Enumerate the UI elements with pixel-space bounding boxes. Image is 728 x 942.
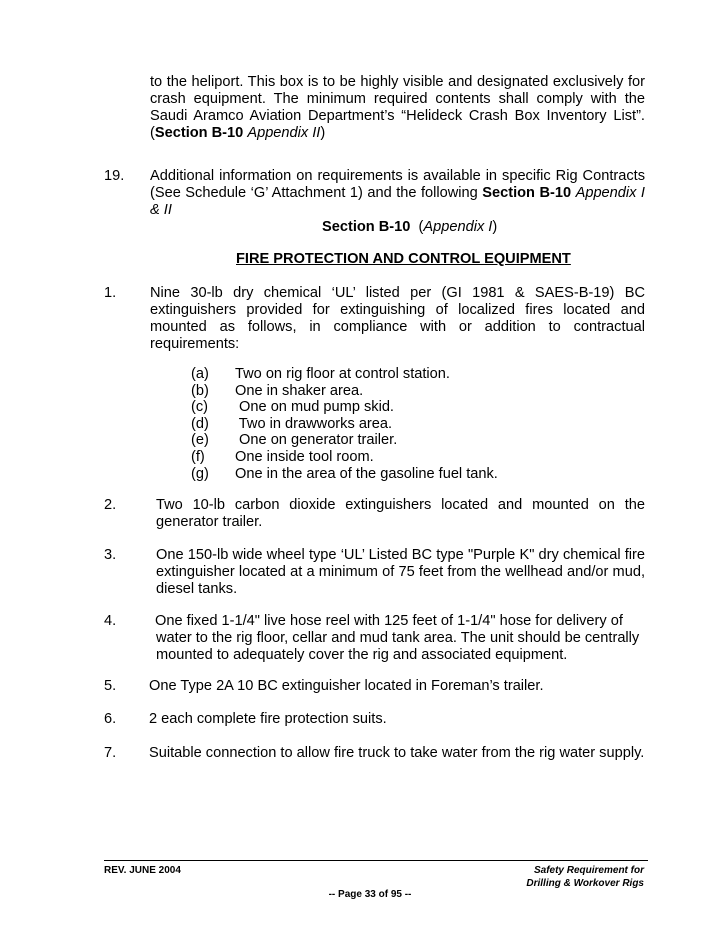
intro-appendix-ref: Appendix II (247, 125, 321, 141)
list-item: (b) One in shaker area. (191, 382, 364, 399)
list-item: (a) Two on rig floor at control station. (191, 366, 450, 382)
item-number-1: 1. (104, 285, 117, 301)
item-3-text: One 150-lb wide wheel type ‘UL’ Listed BC type "Purple K" dry chemical fire extinguisher located at a minimum of 75 feet from the wellhead and/or mud, diesel tanks. (156, 547, 645, 597)
item-5-text: One Type 2A 10 BC extinguisher located in Foreman’s trailer. (149, 678, 544, 694)
footer-page-number: -- Page 33 of 95 -- (328, 889, 412, 900)
footer-divider (104, 860, 648, 861)
item-number-19: 19. (104, 168, 125, 184)
footer-document-title: Safety Requirement for Drilling & Workover Rigs (526, 865, 644, 889)
item-4-text: One fixed 1-1/4" live hose reel with 125 feet of 1-1/4" hose for delivery of water to the rig floor, cellar and mud tank area. The unit should be centrally mounted to adequately cover the rig and associated equipment. (155, 613, 640, 663)
item-number-4: 4. (104, 613, 117, 629)
item-6-text: 2 each complete fire protection suits. (149, 711, 387, 727)
list-item: (f) One inside tool room. (191, 448, 374, 465)
footer-revision: REV. JUNE 2004 (104, 865, 181, 876)
list-item: (g) One in the area of the gasoline fuel tank. (191, 465, 498, 482)
item-2-text: Two 10-lb carbon dioxide extinguishers located and mounted on the generator trailer. (156, 497, 645, 530)
item-number-7: 7. (104, 745, 117, 761)
item-7-text: Suitable connection to allow fire truck to take water from the rig water supply. (149, 745, 645, 761)
item-19-text: Additional information on requirements is available in specific Rig Contracts (See Schedule ‘G’ Attachment 1) and the following Section B-10 Appendix I & II (150, 168, 645, 218)
item-number-5: 5. (104, 678, 117, 694)
list-item: (e) One on generator trailer. (191, 432, 398, 449)
page-title: FIRE PROTECTION AND CONTROL EQUIPMENT (236, 251, 571, 267)
list-item: (d) Two in drawworks area. (191, 415, 393, 432)
item-19-section-ref: Section B-10 (482, 185, 572, 201)
section-heading: Section B-10 (Appendix I) (322, 219, 498, 235)
list-item: (c) One on mud pump skid. (191, 399, 394, 416)
item-1-text: Nine 30-lb dry chemical ‘UL’ listed per (GI 1981 & SAES-B-19) BC extinguishers provided for extinguishing of localized fires located and mounted as follows, in compliance with or addition to contractual requirements: (150, 285, 645, 352)
item-number-2: 2. (104, 497, 117, 513)
intro-section-ref: Section B-10 (154, 125, 244, 141)
item-19-appendix-ref: Appendix I & II (150, 185, 645, 218)
item-number-6: 6. (104, 711, 117, 727)
item-number-3: 3. (104, 547, 117, 563)
intro-paragraph: to the heliport. This box is to be highly visible and designated exclusively for crash equipment. The minimum required contents shall comply with the Saudi Aramco Aviation Department’s “Helideck Crash Box Inventory List”. (Section B-10 Appendix II) (150, 74, 645, 141)
sub-item-list (191, 366, 498, 482)
intro-text: to the heliport. This box is to be highly visible and designated exclusively for crash equipment. The minimum required contents shall comply with the Saudi Aramco Aviation Department’s “Helideck Crash Box Inventory List”. ( (150, 74, 645, 141)
